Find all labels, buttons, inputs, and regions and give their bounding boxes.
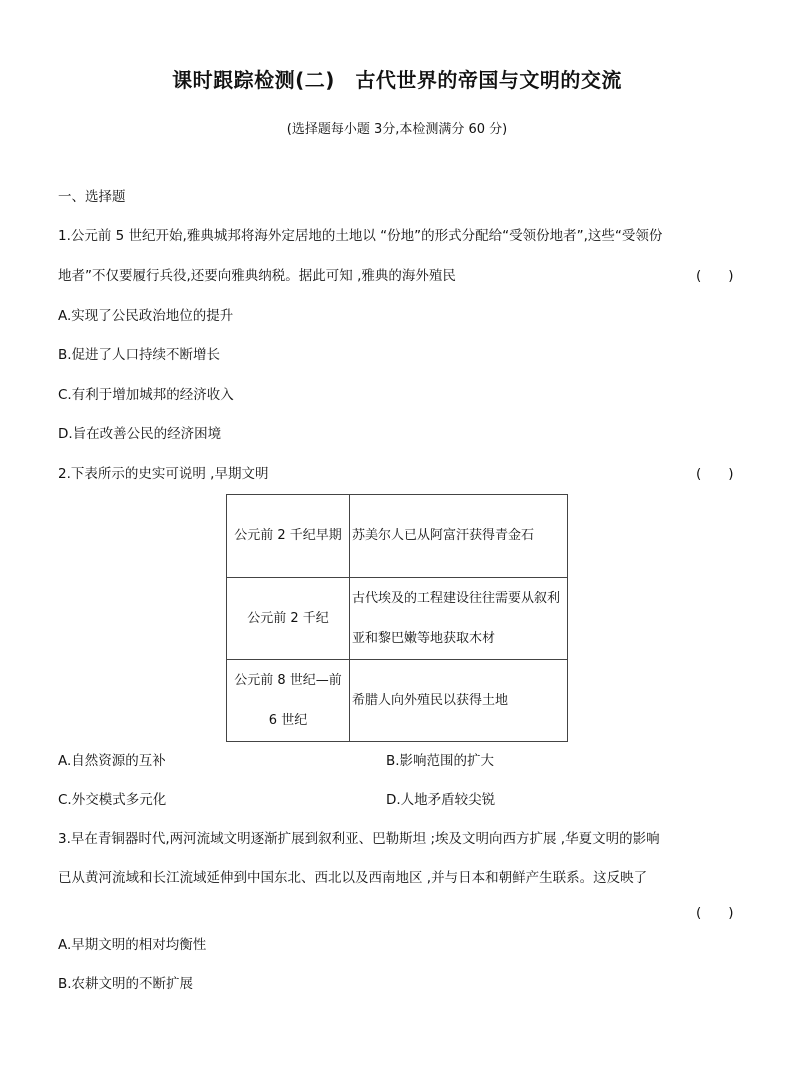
table-row — [227, 660, 568, 742]
q2-option-d: D.人地矛盾较尖锐 — [386, 792, 496, 808]
q1-stem-line2: 地者”不仅要履行兵役,还要向雅典纳税。据此可知 ,雅典的海外殖民 — [58, 268, 456, 284]
q3-answer-bracket: ( ) — [696, 905, 734, 921]
q1-stem-line1: 1.公元前 5 世纪开始,雅典城邦将海外定居地的土地以 “份地”的形式分配给“受领份地者”,这些“受领份 — [58, 228, 663, 244]
table-row — [227, 495, 568, 578]
table-cell-fact: 古代埃及的工程建设往往需要从叙利亚和黎巴嫩等地获取木材 — [350, 578, 568, 660]
table-cell-time: 公元前 2 千纪早期 — [227, 495, 350, 578]
table-cell-time: 公元前 2 千纪 — [227, 578, 350, 660]
q2-stem-line1: 2.下表所示的史实可说明 ,早期文明 — [58, 466, 269, 482]
page-title: 课时跟踪检测(二) 古代世界的帝国与文明的交流 — [172, 68, 622, 92]
q2-option-b: B.影响范围的扩大 — [386, 753, 495, 769]
history-facts-table — [226, 494, 568, 742]
q3-stem-line2: 已从黄河流域和长江流域延伸到中国东北、西北以及西南地区 ,并与日本和朝鲜产生联系。这反映了 — [58, 870, 648, 886]
table-cell-fact: 希腊人向外殖民以获得土地 — [350, 660, 568, 742]
q3-option-b: B.农耕文明的不断扩展 — [58, 976, 194, 992]
q1-option-c: C.有利于增加城邦的经济收入 — [58, 387, 234, 403]
q2-option-c: C.外交模式多元化 — [58, 792, 167, 808]
q2-answer-bracket: ( ) — [696, 466, 734, 482]
section-heading: 一、选择题 — [58, 189, 126, 205]
q1-option-a: A.实现了公民政治地位的提升 — [58, 308, 234, 324]
q1-answer-bracket: ( ) — [696, 268, 734, 284]
table-cell-time: 公元前 8 世纪—前 6 世纪 — [227, 660, 350, 742]
page-subtitle: (选择题每小题 3分,本检测满分 60 分) — [286, 122, 508, 137]
q2-option-a: A.自然资源的互补 — [58, 753, 166, 769]
q1-option-b: B.促进了人口持续不断增长 — [58, 347, 221, 363]
table-cell-fact: 苏美尔人已从阿富汗获得青金石 — [350, 495, 568, 578]
q3-stem-line1: 3.早在青铜器时代,两河流域文明逐渐扩展到叙利亚、巴勒斯坦 ;埃及文明向西方扩展 ,华夏文明的影响 — [58, 831, 660, 847]
q1-option-d: D.旨在改善公民的经济困境 — [58, 426, 222, 442]
table-row — [227, 578, 568, 660]
q3-option-a: A.早期文明的相对均衡性 — [58, 937, 207, 953]
